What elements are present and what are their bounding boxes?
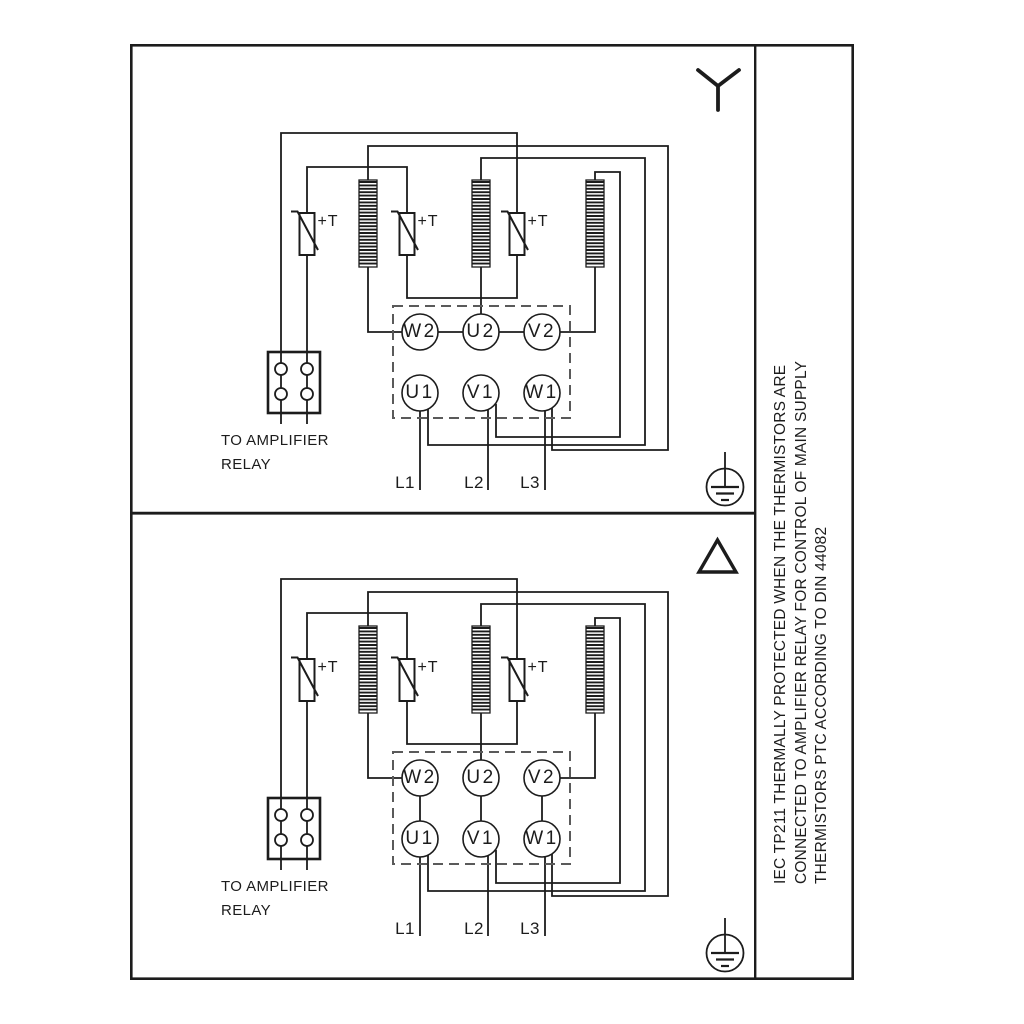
relay-contact	[275, 388, 287, 400]
relay-contact	[301, 809, 313, 821]
delta-connection-panel	[268, 579, 744, 972]
thermistor-label: +T	[417, 213, 439, 230]
relay-terminal-box	[268, 352, 320, 413]
relay-caption-line2: RELAY	[221, 902, 272, 919]
supply-label-l2: L2	[464, 473, 484, 492]
thermistor-label: +T	[527, 213, 549, 230]
thermistor-icon	[291, 212, 318, 256]
wire	[307, 613, 407, 660]
supply-label-l2: L2	[464, 919, 484, 938]
star-connection-panel	[268, 133, 744, 506]
thermistor-label: +T	[527, 659, 549, 676]
terminal-label-v1: V1	[466, 382, 496, 403]
relay-contact	[301, 834, 313, 846]
relay-caption-line1: TO AMPLIFIER	[221, 432, 329, 449]
supply-label-l1: L1	[395, 919, 415, 938]
thermistor-icon	[291, 658, 318, 702]
terminal-label-w1: W1	[525, 828, 559, 849]
winding-icon	[359, 626, 377, 713]
star-connection-icon	[698, 70, 739, 110]
side-note-line-3: THERMISTORS PTC ACCORDING TO DIN 44082	[813, 526, 830, 884]
relay-box-outline	[268, 352, 320, 413]
winding-icon	[472, 180, 490, 267]
relay-contact	[301, 363, 313, 375]
terminal-label-v1: V1	[466, 828, 496, 849]
terminal-label-v2: V2	[527, 767, 557, 788]
thermistor-icon	[391, 658, 418, 702]
thermistor-label: +T	[317, 659, 339, 676]
wire	[407, 700, 517, 744]
thermistor-label: +T	[417, 659, 439, 676]
winding-icon	[586, 180, 604, 267]
wire	[307, 167, 407, 214]
thermistor-icon	[391, 212, 418, 256]
thermistor-icon	[501, 658, 528, 702]
winding-icon	[586, 626, 604, 713]
supply-label-l3: L3	[520, 919, 540, 938]
winding-icon	[359, 180, 377, 267]
terminal-label-u2: U2	[466, 767, 496, 788]
supply-label-l1: L1	[395, 473, 415, 492]
side-note-line-1: IEC TP211 THERMALLY PROTECTED WHEN THE THERMISTORS ARE	[772, 364, 789, 884]
relay-contact	[275, 834, 287, 846]
delta-connection-icon	[699, 540, 736, 572]
terminal-label-w1: W1	[525, 382, 559, 403]
thermistor-label: +T	[317, 213, 339, 230]
wire	[407, 254, 517, 298]
earth-ground-icon	[707, 918, 744, 972]
side-note-line-2: CONNECTED TO AMPLIFIER RELAY FOR CONTROL OF MAIN SUPPLY	[792, 360, 810, 884]
relay-caption-line2: RELAY	[221, 456, 272, 473]
thermistor-icon	[501, 212, 528, 256]
terminal-label-u1: U1	[405, 382, 435, 403]
relay-contact	[275, 809, 287, 821]
relay-contact	[301, 388, 313, 400]
terminal-label-u1: U1	[405, 828, 435, 849]
terminal-label-v2: V2	[527, 321, 557, 342]
terminal-label-u2: U2	[466, 321, 496, 342]
relay-terminal-box	[268, 798, 320, 859]
supply-label-l3: L3	[520, 473, 540, 492]
terminal-label-w2: W2	[403, 321, 437, 342]
relay-contact	[275, 363, 287, 375]
winding-icon	[472, 626, 490, 713]
terminal-label-w2: W2	[403, 767, 437, 788]
side-note	[771, 360, 833, 884]
relay-box-outline	[268, 798, 320, 859]
relay-caption-line1: TO AMPLIFIER	[221, 878, 329, 895]
earth-ground-icon	[707, 452, 744, 506]
